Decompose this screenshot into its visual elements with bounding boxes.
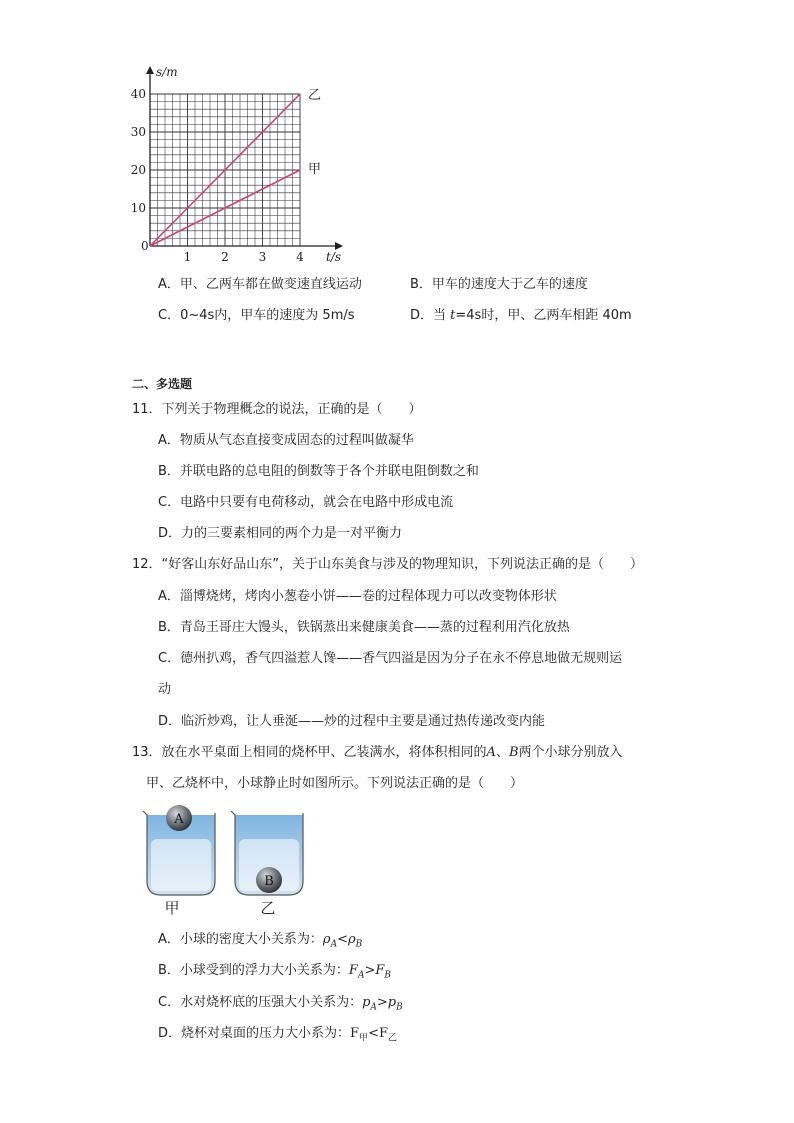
- line-yi-label: 乙: [308, 88, 322, 103]
- q13-stem-var-b: B: [508, 745, 519, 760]
- q10-option-d: [410, 307, 632, 325]
- q13-option-c-expr: $p_A>p_B$: [362, 995, 403, 1013]
- q13-option-b-expr: $F_A>F_B$: [348, 963, 391, 981]
- q13-option-c-text: C．水对烧杯底的压强大小关系为：: [158, 995, 363, 1010]
- svg-text:A: A: [174, 812, 184, 827]
- q12-option-c-line1: C．德州扒鸡，香气四溢惹人馋——香气四溢是因为分子在永不停息地做无规则运: [158, 651, 623, 666]
- q12-option-a: A．淄博烧烤，烤肉小葱卷小饼——卷的过程体现力可以改变物体形状: [158, 589, 557, 604]
- y-tick-label: 30: [130, 125, 146, 139]
- q13-option-a: [158, 931, 362, 954]
- section-title: 二、多选题: [132, 377, 193, 391]
- y-tick-label: 40: [130, 87, 146, 101]
- beakers-figure: [135, 803, 315, 918]
- q13-option-c: [158, 994, 403, 1017]
- line-jia-label: 甲: [308, 162, 322, 177]
- x-axis-label: t/s: [326, 250, 342, 264]
- beaker-jia: [143, 805, 215, 917]
- q10-option-d-var: t: [450, 308, 456, 323]
- q13-option-a-text: A．小球的密度大小关系为：: [158, 932, 323, 947]
- y-tick-label: 20: [130, 163, 146, 177]
- q13-option-d-expr: $F_甲<F_乙$: [350, 1026, 397, 1044]
- q10-option-b: B．甲车的速度大于乙车的速度: [410, 277, 588, 292]
- q13-stem-line2: 甲、乙烧杯中，小球静止时如图所示。下列说法正确的是（ ）: [146, 776, 524, 791]
- q10-option-d-post: =4s时，甲、乙两车相距 40m: [455, 308, 632, 323]
- q12-stem: 12．“好客山东好品山东”，关于山东美食与涉及的物理知识，下列说法正确的是（ ）: [132, 557, 644, 572]
- beaker-yi-label: 乙: [260, 899, 276, 917]
- q10-option-d-pre: D．当: [410, 308, 451, 323]
- beaker-yi: [231, 811, 303, 917]
- x-tick-label: 4: [296, 250, 304, 264]
- q13-option-d-text: D．烧杯对桌面的压力大小系为：: [158, 1026, 351, 1041]
- origin-label: 0: [141, 239, 149, 253]
- q11-option-b: B．并联电路的总电阻的倒数等于各个并联电阻倒数之和: [158, 464, 479, 479]
- q11-stem: 11．下列关于物理概念的说法，正确的是（ ）: [132, 402, 422, 417]
- q11-option-d: D．力的三要素相同的两个力是一对平衡力: [158, 526, 403, 541]
- q11-option-a: A．物质从气态直接变成固态的过程叫做凝华: [158, 433, 414, 448]
- x-tick-label: 1: [183, 250, 192, 264]
- q12-option-d: D．临沂炒鸡，让人垂涎——炒的过程中主要是通过热传递改变内能: [158, 714, 546, 729]
- q10-option-a: A．甲、乙两车都在做变速直线运动: [158, 277, 362, 292]
- q13-option-b: [158, 962, 391, 985]
- q13-option-a-expr: $\rho_A<\rho_B$: [322, 932, 363, 950]
- q13-stem-part2: 两个小球分别放入: [518, 745, 623, 760]
- y-axis-arrow: [146, 66, 154, 74]
- x-tick-label: 2: [221, 250, 229, 264]
- q11-option-c: C．电路中只要有电荷移动，就会在电路中形成电流: [158, 495, 454, 510]
- x-axis-arrow: [335, 242, 343, 250]
- svg-text:B: B: [264, 874, 274, 889]
- q13-stem-line1: [132, 744, 623, 762]
- q13-stem-sep: 、: [495, 745, 509, 760]
- q13-stem-part1: 13．放在水平桌面上相同的烧杯甲、乙装满水，将体积相同的: [132, 745, 487, 760]
- q12-option-b: B．青岛王哥庄大馒头，铁锅蒸出来健康美食——蒸的过程利用汽化放热: [158, 620, 570, 635]
- beaker-jia-label: 甲: [164, 899, 180, 917]
- q13-option-d: [158, 1025, 397, 1048]
- q10-option-c: C．0~4s内，甲车的速度为 5m/s: [158, 308, 355, 323]
- st-graph: [130, 60, 350, 265]
- q13-option-b-text: B．小球受到的浮力大小关系为：: [158, 963, 349, 978]
- q12-option-c-line2: 动: [158, 682, 172, 697]
- x-tick-label: 3: [258, 250, 267, 264]
- y-tick-label: 10: [130, 201, 146, 215]
- q13-stem-var-a: A: [486, 745, 496, 760]
- y-axis-label: s/m: [156, 65, 178, 79]
